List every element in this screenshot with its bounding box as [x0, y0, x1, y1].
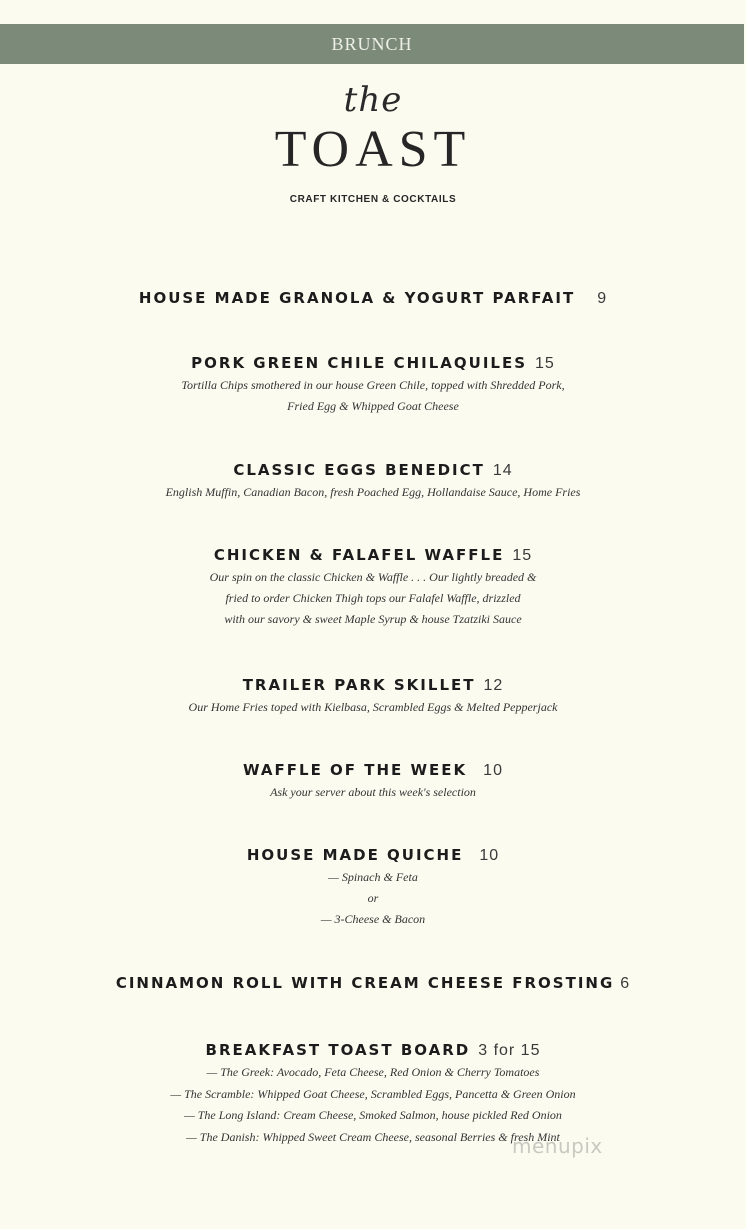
- menu-item-price: 9: [597, 290, 608, 307]
- menu-item-chilaquiles: [0, 354, 746, 417]
- menu-item-title: CHICKEN & FALAFEL WAFFLE 15: [213, 546, 533, 564]
- menu-item-quiche: [0, 846, 746, 930]
- logo-tagline: CRAFT KITCHEN & COCKTAILS: [289, 194, 457, 205]
- menu-item-cinnamon-roll: [0, 974, 746, 993]
- menu-item-description: Tortilla Chips smothered in our house Green Chile, topped with Shredded Pork, Fried Egg & Whipped Goat Cheese: [181, 378, 565, 413]
- menu-item-description: English Muffin, Canadian Bacon, fresh Poached Egg, Hollandaise Sauce, Home Fries: [165, 485, 581, 499]
- menu-item-skillet: [0, 676, 746, 718]
- menu-item-description: — The Greek: Avocado, Feta Cheese, Red Onion & Cherry Tomatoes — The Scramble: Whipped Goat Cheese, Scrambled Eggs, Pancetta & Green Onion — The Long Island: Cream Cheese, Smoked Salmon, house pickled Red Onion — The Danish: Whipped Sweet Cream Cheese, seasonal Berries & fresh Mint: [170, 1065, 576, 1144]
- menu-item-price: 10: [483, 762, 503, 779]
- menu-item-price: 12: [483, 677, 504, 694]
- menu-item-waffle-of-week: [0, 761, 746, 803]
- menu-item-description: Our Home Fries toped with Kielbasa, Scrambled Eggs & Melted Pepperjack: [188, 700, 558, 714]
- menu-item-title: WAFFLE OF THE WEEK 10: [243, 761, 503, 779]
- menu-item-price: 15: [512, 547, 533, 564]
- menu-item-title: HOUSE MADE QUICHE 10: [246, 846, 500, 864]
- watermark: menupix: [512, 1134, 603, 1158]
- menu-item-parfait: [0, 289, 746, 308]
- menu-item-title: CLASSIC EGGS BENEDICT 14: [233, 461, 513, 479]
- menu-item-falafel-waffle: [0, 546, 746, 630]
- menu-item-title: TRAILER PARK SKILLET 12: [242, 676, 504, 694]
- menu-item-price: 3 for 15: [478, 1042, 541, 1059]
- menu-item-price: 15: [535, 355, 555, 372]
- logo-script-word: the: [343, 80, 403, 120]
- menu-item-title: HOUSE MADE GRANOLA & YOGURT PARFAIT 9: [138, 289, 608, 307]
- menu-item-toast-board: [0, 1041, 746, 1148]
- menu-item-price: 10: [479, 847, 500, 864]
- menu-item-description: Our spin on the classic Chicken & Waffle . . . Our lightly breaded & fried to order Chicken Thigh tops our Falafel Waffle, drizzled with our savory & sweet Maple Syrup & house Tzatziki Sauce: [209, 570, 537, 626]
- menu-item-description: — Spinach & Feta or — 3-Cheese & Bacon: [320, 870, 426, 926]
- menu-item-title: PORK GREEN CHILE CHILAQUILES 15: [191, 354, 555, 372]
- logo-name: TOAST: [274, 121, 472, 178]
- menu-item-price: 14: [492, 462, 513, 479]
- menu-item-title: CINNAMON ROLL WITH CREAM CHEESE FROSTING 6: [115, 974, 631, 992]
- menu-item-eggs-benedict: [0, 461, 746, 503]
- menu-item-description: Ask your server about this week's selection: [270, 785, 476, 799]
- menu-item-title: BREAKFAST TOAST BOARD 3 for 15: [205, 1041, 541, 1059]
- menu-item-price: 6: [620, 975, 631, 992]
- section-banner: BRUNCH: [0, 24, 744, 64]
